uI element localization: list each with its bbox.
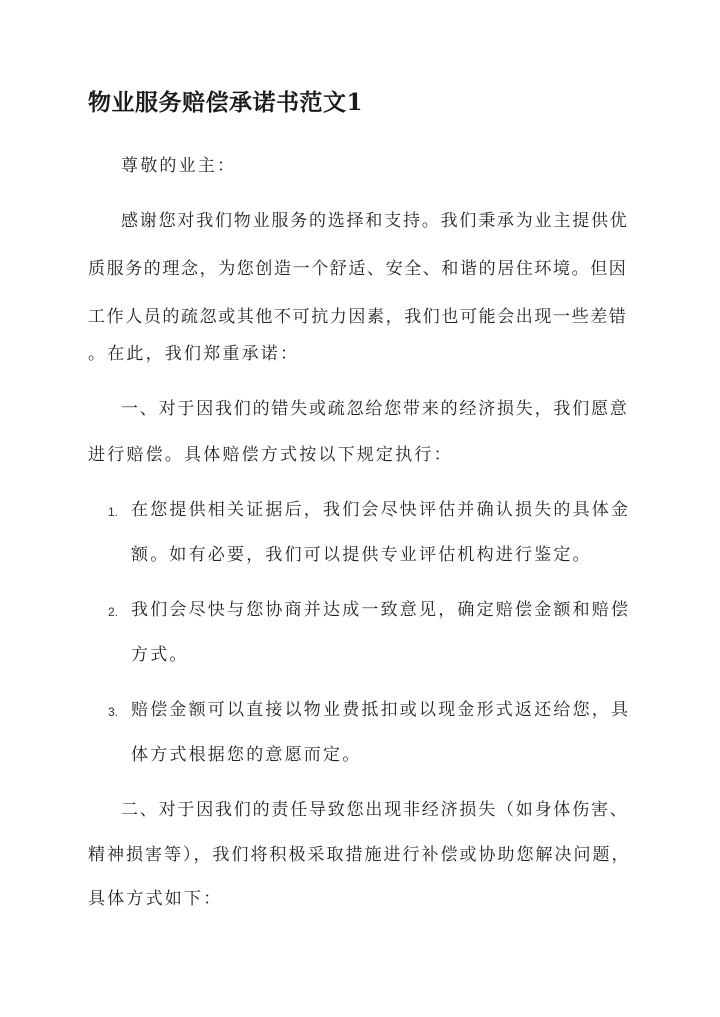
paragraph-3-line-3: 具体方式如下： — [88, 889, 223, 909]
list-item-1-line-1: 在您提供相关证据后，我们会尽快评估并确认损失的具体金 — [131, 500, 631, 520]
list-item-2-line-1: 我们会尽快与您协商并达成一致意见，确定赔偿金额和赔偿 — [131, 600, 631, 620]
list-item-1-number: 1. — [108, 505, 119, 519]
paragraph-2-line-2: 进行赔偿。具体赔偿方式按以下规定执行： — [88, 445, 453, 465]
list-item-3-number: 3. — [108, 705, 119, 719]
paragraph-3-line-1: 二、对于因我们的责任导致您出现非经济损失（如身体伤害、 — [121, 800, 629, 820]
paragraph-1-line-4: 。在此，我们郑重承诺： — [88, 344, 300, 364]
list-item-2-number: 2. — [108, 605, 119, 619]
paragraph-2-line-1: 一、对于因我们的错失或疏忽给您带来的经济损失，我们愿意 — [121, 399, 629, 419]
list-item-2-line-2: 方式。 — [131, 645, 189, 665]
document-title: 物业服务赔偿承诺书范文1 — [88, 89, 364, 116]
paragraph-3-line-2: 精神损害等），我们将积极采取措施进行补偿或协助您解决问题， — [88, 845, 631, 865]
paragraph-1-line-3: 工作人员的疏忽或其他不可抗力因素，我们也可能会出现一些差错 — [88, 307, 628, 327]
list-item-1-line-2: 额。如有必要，我们可以提供专业评估机构进行鉴定。 — [131, 545, 592, 565]
list-item-3-line-1: 赔偿金额可以直接以物业费抵扣或以现金形式返还给您，具 — [131, 700, 631, 720]
salutation: 尊敬的业主： — [121, 156, 237, 176]
paragraph-1-line-2: 质服务的理念，为您创造一个舒适、安全、和谐的居住环境。但因 — [88, 259, 628, 279]
list-item-3-line-2: 体方式根据您的意愿而定。 — [131, 745, 362, 765]
paragraph-1-line-1: 感谢您对我们物业服务的选择和支持。我们秉承为业主提供优 — [121, 211, 629, 231]
